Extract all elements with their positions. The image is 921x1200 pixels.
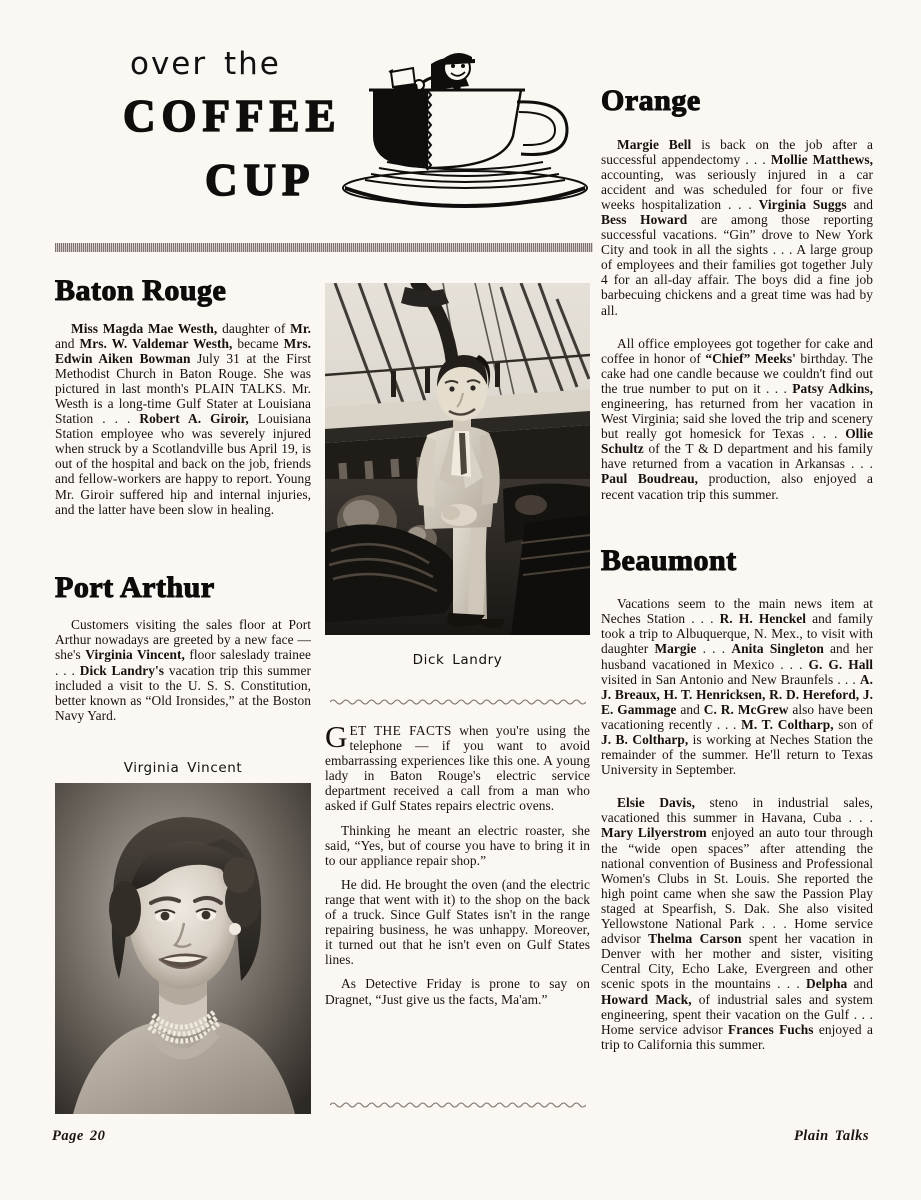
- photo-virginia-vincent: [55, 783, 311, 1114]
- feature-lead-rest: when you're using the telephone — if you want to avoid embarrassing experiences like this one. A young lady in Baton Rouge's electric service department received a call from a man who asked if Gulf States repairs electric ovens.: [325, 723, 591, 814]
- orange-paragraph-2: All office employees got together for cake and coffee in honor of “Chief” Meeks' birthday. The cake had one candle because we couldn't find out the true number to put on it . . . Patsy Adkins, engineering, has returned from her vacation in West Virginia; said she loved the trip and scenery but really got homesick for Texas . . . Ollie Schultz of the T & D department and his family have returned from a vacation in Arkansas . . . Paul Boudreau, production, also enjoyed a recent vacation trip this summer.: [601, 335, 873, 502]
- coffee-cup-with-reporter-cartoon-icon: [335, 46, 595, 211]
- masthead-line-over: over the: [130, 46, 281, 82]
- masthead-line-coffee: COFFEE: [123, 91, 342, 141]
- footer-publication-name: Plain Talks: [793, 1128, 869, 1144]
- masthead: [55, 38, 595, 213]
- wavy-divider-top: [330, 697, 586, 705]
- feature-paragraph-4: As Detective Friday is prone to say on Dragnet, “Just give us the facts, Ma'am.”: [325, 976, 590, 1007]
- footer-page-number: Page 20: [52, 1128, 106, 1144]
- section-heading-orange: Orange: [601, 84, 701, 117]
- masthead-line-cup: CUP: [205, 155, 316, 205]
- caption-dick-landry: Dick Landry: [412, 652, 503, 668]
- feature-paragraph-1: [325, 719, 591, 814]
- wavy-divider-bottom: [330, 1100, 586, 1108]
- beaumont-paragraph-1: Vacations seem to the main news item at Neches Station . . . R. H. Henckel and family took a trip to Albuquerque, N. Mex., to visit with daughter Margie . . . Anita Singleton and her husband vacationed in Mexico . . . G. G. Hall visited in San Antonio and New Braunfels . . . A. J. Breaux, H. T. Henricksen, R. D. Hereford, J. E. Gammage and C. R. McGrew also have been vacationing recently . . . M. T. Coltharp, son of J. B. Coltharp, is working at Neches Station the remainder of the summer. He'll return to Texas University in September.: [601, 596, 874, 778]
- middle-column-feature-story: [325, 719, 591, 1016]
- baton-rouge-paragraph: Miss Magda Mae Westh, daughter of Mr. and Mrs. W. Valdemar Westh, became Mrs. Edwin Aiken Bowman July 31 at the First Methodist Church in Baton Rouge. She was pictured in last month's PLAIN TALKS. Mr. Westh is a long-time Gulf Stater at Louisiana Station . . . Robert A. Giroir, Louisiana Station employee who was severely injured when struck by a Scotlandville bus April 19, is out of the hospital and back on the job, friends and fellow-workers are happy to report. Young Mr. Giroir suffered hip and internal injuries, and the latter have been slow in healing.: [55, 320, 312, 517]
- feature-paragraph-2: Thinking he meant an electric roaster, she said, “Yes, but of course you have to bring it in to our appliance repair shop.”: [325, 822, 590, 868]
- section-heading-baton-rouge: Baton Rouge: [55, 274, 227, 307]
- section-heading-port-arthur: Port Arthur: [55, 570, 215, 604]
- hatched-divider-rule: [55, 243, 593, 252]
- section-heading-beaumont: Beaumont: [601, 543, 737, 577]
- port-arthur-paragraph: Customers visiting the sales floor at Port Arthur nowadays are greeted by a new face — she's Virginia Vincent, floor saleslady trainee . . . Dick Landry's vacation trip this summer included a visit to the U. S. S. Constitution, better known as “Old Ironsides,” at the Boston Navy Yard.: [55, 617, 311, 723]
- right-column: [601, 85, 873, 1061]
- beaumont-paragraph-2: Elsie Davis, steno in industrial sales, vacationed this summer in Havana, Cuba . . . Mary Lilyerstrom enjoyed an auto tour through the “wide open spaces” after attending the national convention of Business and Professional Women's Clubs in St. Louis. She reported the high point came when she saw the Passion Play staged at Spearfish, S. Dak. She also visited Yellowstone National Park . . . Home service advisor Thelma Carson spent her vacation in Denver with her mother and sister, visiting Central City, Echo Lake, Evergreen and other scenic spots in the mountains . . . Delpha and Howard Mack, of industrial sales and system engineering, spent their vacation on the Gulf . . . Home service advisor Frances Fuchs enjoyed a trip to California this summer.: [601, 795, 874, 1052]
- feature-lead-words: ET THE FACTS: [349, 723, 452, 738]
- photo-dick-landry: [325, 283, 590, 635]
- feature-paragraph-3: He did. He brought the oven (and the electric range that went with it) to the shop on the back of a truck. Since Gulf States isn't in the range repairing business, he was unhappy. Moreover, it turned out that he isn't even on Gulf States lines.: [325, 876, 590, 968]
- caption-virginia-vincent: Virginia Vincent: [123, 760, 243, 776]
- left-column: [55, 275, 311, 732]
- orange-paragraph-1: Margie Bell is back on the job after a successful appendectomy . . . Mollie Matthews, accounting, was seriously injured in a car accident and was scheduled for four or five weeks hospitalization . . . Virginia Suggs and Bess Howard are among those reporting successful vacations. “Gin” drove to New York City and took in all the sights . . . A large group of employees and their families got together July 4 for an all-day affair. The boys did a fine job barbecuing chickens and a great time was had by all.: [601, 136, 873, 318]
- drop-cap: G: [325, 719, 348, 754]
